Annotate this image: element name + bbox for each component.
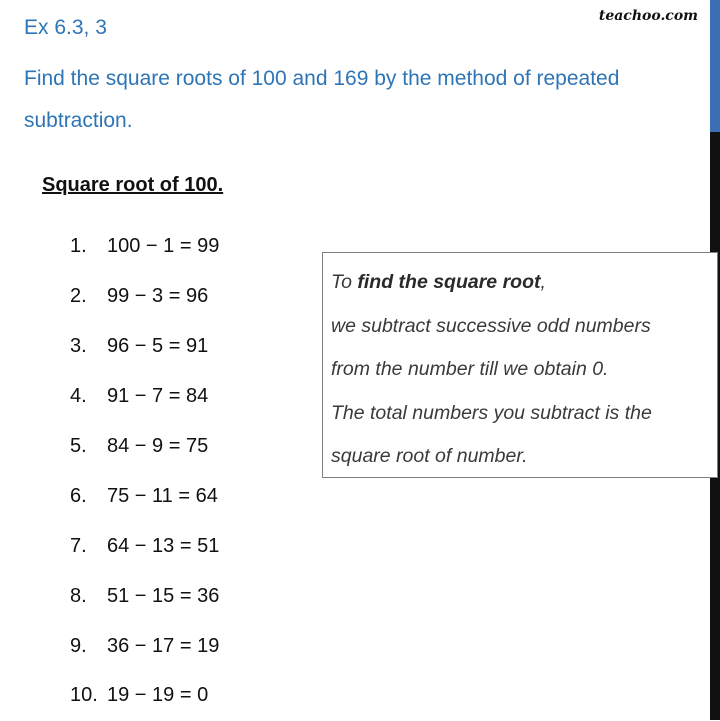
step-number: 3. (70, 335, 87, 358)
step-item (70, 422, 219, 472)
scroll-indicator-top (710, 0, 720, 132)
step-item (70, 621, 219, 671)
question-text: Find the square roots of 100 and 169 by the method of repeated subtraction. (24, 67, 620, 132)
step-number: 1. (70, 235, 87, 258)
explanation-note-box (322, 252, 718, 478)
step-item (70, 322, 219, 372)
step-number: 5. (70, 435, 87, 457)
exercise-label: Ex 6.3, 3 (24, 16, 107, 39)
step-number: 9. (70, 634, 87, 657)
note-line-5: square root of number. (331, 445, 528, 467)
step-number: 10. (70, 684, 98, 707)
step-equation: 96 − 5 = 91 (107, 335, 209, 358)
note-line-2: we subtract successive odd numbers (331, 314, 651, 337)
step-equation: 19 − 19 = 0 (107, 684, 209, 707)
step-equation: 99 − 3 = 96 (107, 285, 209, 308)
step-number: 6. (70, 484, 87, 507)
step-number: 7. (70, 534, 87, 557)
step-item (70, 372, 219, 422)
step-equation: 64 − 13 = 51 (107, 534, 220, 557)
step-equation: 84 − 9 = 75 (107, 435, 209, 457)
step-item (70, 222, 219, 272)
note-emphasis: find the square root (357, 271, 541, 293)
step-item (70, 521, 219, 571)
step-number: 8. (70, 584, 87, 607)
section-heading: Square root of 100. (42, 174, 224, 196)
step-item (70, 571, 219, 621)
note-line-3: from the number till we obtain 0. (331, 358, 609, 380)
step-item (70, 272, 219, 322)
step-equation: 51 − 15 = 36 (107, 584, 220, 607)
step-number: 4. (70, 385, 87, 408)
step-equation: 100 − 1 = 99 (107, 235, 220, 258)
note-line-1 (331, 261, 709, 305)
subtraction-steps-list (70, 222, 219, 721)
note-prefix: To (331, 271, 358, 293)
step-equation: 75 − 11 = 64 (107, 484, 218, 507)
step-item (70, 471, 219, 521)
step-equation: 36 − 17 = 19 (107, 634, 220, 657)
teachoo-logo: teachoo.com (598, 8, 698, 24)
step-item (70, 671, 219, 721)
note-line-4: The total numbers you subtract is the (331, 401, 652, 424)
note-suffix: , (540, 271, 546, 293)
step-number: 2. (70, 285, 87, 308)
step-equation: 91 − 7 = 84 (107, 385, 209, 408)
